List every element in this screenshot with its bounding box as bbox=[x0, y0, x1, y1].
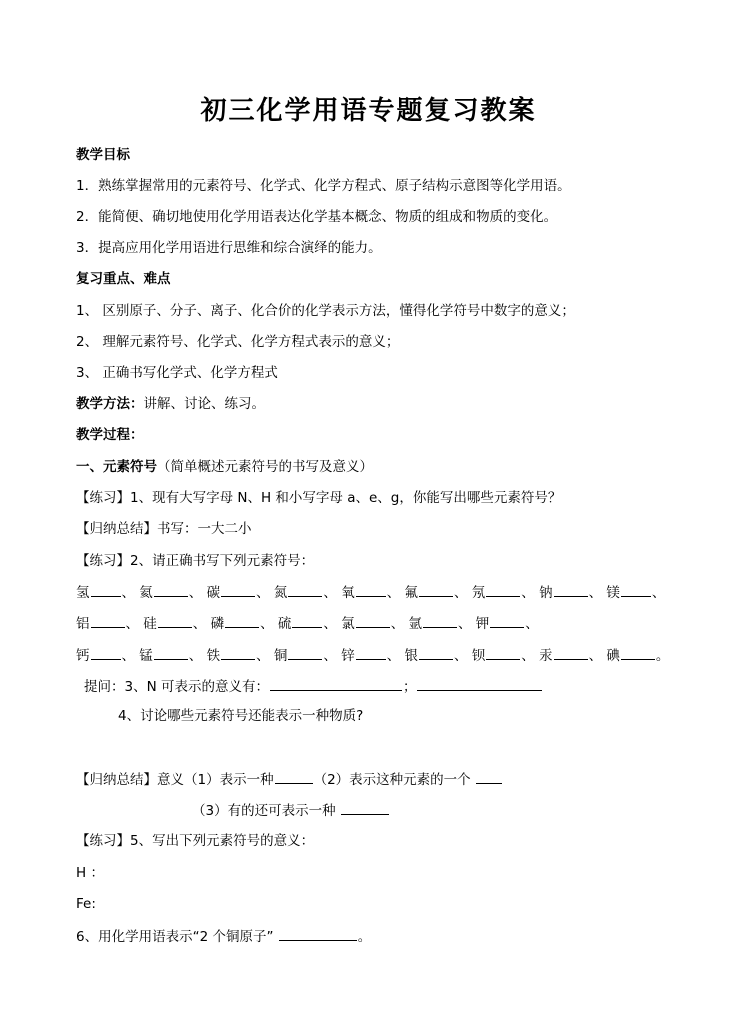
answer-blank[interactable] bbox=[356, 614, 390, 628]
answer-blank[interactable] bbox=[356, 583, 386, 597]
exercise-5: 【练习】5、写出下列元素符号的意义： bbox=[76, 833, 315, 849]
answer-blank[interactable] bbox=[621, 646, 655, 660]
exercise-1: 【练习】1、现有大写字母 N、H 和小写字母 a、e、g，你能写出哪些元素符号？ bbox=[76, 490, 562, 506]
key-point-1: 1、 区别原子、分子、离子、化合价的化学表示方法，懂得化学符号中数字的意义； bbox=[76, 303, 575, 319]
section-1-note: （简单概述元素符号的书写及意义） bbox=[157, 459, 373, 475]
key-points-heading: 复习重点、难点 bbox=[76, 271, 171, 287]
answer-blank[interactable] bbox=[221, 583, 255, 597]
element-name: 氟 bbox=[404, 585, 418, 601]
element-name: 铜 bbox=[273, 648, 288, 664]
element-name: 氮 bbox=[273, 585, 288, 601]
answer-blank[interactable] bbox=[292, 614, 322, 628]
answer-blank[interactable] bbox=[486, 583, 520, 597]
element-name: 锌 bbox=[341, 648, 355, 664]
summary-2-mid: （2）表示这种元素的一个 bbox=[313, 772, 471, 788]
element-name: 铝 bbox=[76, 616, 90, 632]
element-name: 锰 bbox=[139, 648, 153, 664]
answer-blank[interactable] bbox=[154, 583, 188, 597]
answer-blank[interactable] bbox=[554, 646, 588, 660]
answer-blank[interactable] bbox=[356, 646, 386, 660]
answer-blank[interactable] bbox=[554, 583, 588, 597]
element-name: 氢 bbox=[76, 585, 90, 601]
question-3-text: 提问：3、N 可表示的意义有： bbox=[84, 679, 269, 695]
element-name: 银 bbox=[404, 648, 418, 664]
answer-blank[interactable] bbox=[476, 770, 502, 784]
element-name: 氧 bbox=[341, 585, 355, 601]
key-point-2: 2、 理解元素符号、化学式、化学方程式表示的意义； bbox=[76, 334, 400, 350]
answer-blank[interactable] bbox=[91, 614, 125, 628]
answer-blank[interactable] bbox=[91, 583, 121, 597]
answer-blank[interactable] bbox=[279, 927, 357, 941]
element-name: 磷 bbox=[210, 616, 225, 632]
goal-item-2: 2．能简便、确切地使用化学用语表达化学基本概念、物质的组成和物质的变化。 bbox=[76, 209, 558, 225]
element-name: 钡 bbox=[471, 648, 486, 664]
summary-2-line-2 bbox=[192, 801, 390, 820]
separator: ； bbox=[402, 679, 417, 695]
answer-blank[interactable] bbox=[154, 646, 188, 660]
h-meaning-label: H ： bbox=[76, 865, 104, 881]
summary-1: 【归纳总结】书写：一大二小 bbox=[76, 521, 252, 537]
element-row-2: 铝 、 硅 、 磷 、 硫 、 氯 、 氩 、 钾 、 bbox=[76, 616, 539, 632]
element-name: 氦 bbox=[139, 585, 153, 601]
answer-blank[interactable] bbox=[621, 583, 651, 597]
goal-item-1: 1．熟练掌握常用的元素符号、化学式、化学方程式、原子结构示意图等化学用语。 bbox=[76, 178, 571, 194]
summary-2-prefix: 【归纳总结】意义（1）表示一种 bbox=[76, 772, 274, 788]
answer-blank[interactable] bbox=[417, 677, 542, 691]
element-row-1: 氢 、 氦 、 碳 、 氮 、 氧 、 氟 、 氖 、 钠 、 镁 、 bbox=[76, 585, 666, 601]
element-name: 铁 bbox=[206, 648, 221, 664]
summary-2 bbox=[76, 770, 503, 789]
answer-blank[interactable] bbox=[490, 614, 524, 628]
process-heading: 教学过程： bbox=[76, 427, 144, 443]
answer-blank[interactable] bbox=[486, 646, 520, 660]
exercise-2: 【练习】2、请正确书写下列元素符号： bbox=[76, 553, 315, 569]
element-name: 汞 bbox=[539, 648, 553, 664]
element-name: 氩 bbox=[408, 616, 422, 632]
answer-blank[interactable] bbox=[423, 614, 457, 628]
page-title: 初三化学用语专题复习教案 bbox=[200, 96, 537, 126]
summary-2-line-2-text: （3）有的还可表示一种 bbox=[192, 803, 336, 819]
answer-blank[interactable] bbox=[288, 583, 322, 597]
period: 。 bbox=[357, 929, 372, 945]
answer-blank[interactable] bbox=[91, 646, 121, 660]
element-name: 硫 bbox=[277, 616, 292, 632]
element-name: 氯 bbox=[341, 616, 355, 632]
answer-blank[interactable] bbox=[419, 583, 453, 597]
key-point-3: 3、 正确书写化学式、化学方程式 bbox=[76, 365, 278, 381]
goal-item-3: 3．提高应用化学用语进行思维和综合演绎的能力。 bbox=[76, 240, 382, 256]
element-name: 碳 bbox=[206, 585, 221, 601]
element-name: 钾 bbox=[475, 616, 490, 632]
element-name: 镁 bbox=[606, 585, 620, 601]
answer-blank[interactable] bbox=[341, 801, 389, 815]
element-row-3: 钙 、 锰 、 铁 、 铜 、 锌 、 银 、 钡 、 汞 、 碘 。 bbox=[76, 648, 670, 664]
element-name: 硅 bbox=[143, 616, 157, 632]
answer-blank[interactable] bbox=[275, 770, 313, 784]
section-1-title: 一、元素符号 bbox=[76, 459, 157, 475]
element-name: 钠 bbox=[539, 585, 553, 601]
answer-blank[interactable] bbox=[158, 614, 192, 628]
answer-blank[interactable] bbox=[221, 646, 255, 660]
goals-heading: 教学目标 bbox=[76, 147, 130, 163]
question-6 bbox=[76, 927, 371, 946]
answer-blank[interactable] bbox=[419, 646, 453, 660]
fe-meaning-label: Fe: bbox=[76, 896, 96, 912]
answer-blank[interactable] bbox=[288, 646, 322, 660]
element-name: 氖 bbox=[471, 585, 486, 601]
question-6-text: 6、用化学用语表示“2 个铜原子” bbox=[76, 929, 274, 945]
question-3 bbox=[84, 677, 543, 696]
teaching-method bbox=[76, 395, 265, 413]
element-name: 碘 bbox=[606, 648, 620, 664]
section-1-heading bbox=[76, 458, 373, 476]
answer-blank[interactable] bbox=[270, 677, 402, 691]
teaching-method-label: 教学方法： bbox=[76, 396, 144, 412]
element-name: 钙 bbox=[76, 648, 90, 664]
question-4: 4、讨论哪些元素符号还能表示一种物质? bbox=[118, 708, 364, 724]
answer-blank[interactable] bbox=[225, 614, 259, 628]
teaching-method-text: 讲解、讨论、练习。 bbox=[143, 396, 265, 412]
